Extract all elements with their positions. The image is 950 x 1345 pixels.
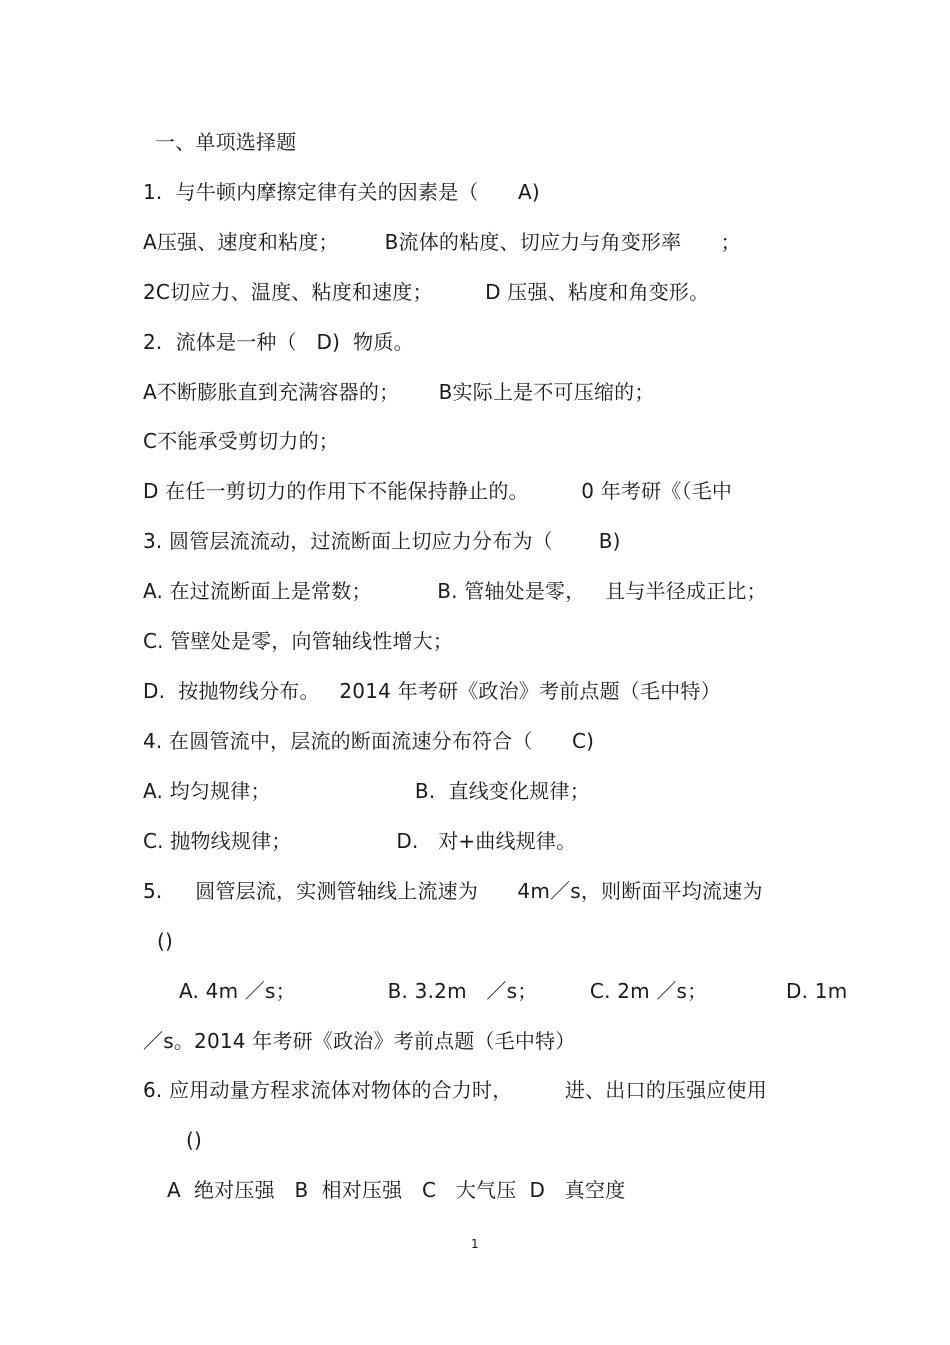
question-3-options-a-b: A. 在过流断面上是常数； B. 管轴处是零， 且与半径成正比； xyxy=(143,579,767,603)
question-6: 6. 应用动量方程求流体对物体的合力时， 进、出口的压强应使用 xyxy=(143,1078,767,1102)
question-4-options-c-d: C. 抛物线规律； D. 对+曲线规律。 xyxy=(143,829,577,853)
question-3-option-c: C. 管壁处是零，向管轴线性增大； xyxy=(143,629,454,653)
question-2-option-d: D 在任一剪切力的作用下不能保持静止的。 0 年考研《（毛中 xyxy=(143,479,733,503)
question-1-options-c-d: 2C切应力、温度、粘度和速度； D 压强、粘度和角变形。 xyxy=(143,280,710,304)
question-2-option-c: C不能承受剪切力的； xyxy=(143,429,339,453)
section-heading: 一、单项选择题 xyxy=(155,130,297,154)
question-2: 2. 流体是一种（ D) 物质。 xyxy=(143,330,414,354)
question-5-blank: () xyxy=(157,929,174,953)
question-4-options-a-b: A. 均匀规律； B. 直线变化规律； xyxy=(143,779,590,803)
question-3: 3. 圆管层流流动，过流断面上切应力分布为（ B) xyxy=(143,529,621,553)
question-6-blank: () xyxy=(186,1128,203,1152)
question-5-options-continued: ／s。2014 年考研《政治》考前点题（毛中特） xyxy=(143,1029,576,1053)
question-1: 1. 与牛顿内摩擦定律有关的因素是（ A) xyxy=(143,180,540,204)
question-3-option-d: D. 按抛物线分布。 2014 年考研《政治》考前点题（毛中特） xyxy=(143,679,721,703)
question-4: 4. 在圆管流中，层流的断面流速分布符合（ C) xyxy=(143,729,595,753)
page-number: 1 xyxy=(471,1237,479,1251)
question-5: 5. 圆管层流，实测管轴线上流速为 4m／s，则断面平均流速为 xyxy=(143,879,763,903)
question-2-options-a-b: A不断膨胀直到充满容器的； B实际上是不可压缩的； xyxy=(143,380,655,404)
question-6-options: A 绝对压强 B 相对压强 C 大气压 D 真空度 xyxy=(167,1178,626,1202)
question-1-options-a-b: A压强、速度和粘度； B流体的粘度、切应力与角变形率 ； xyxy=(143,230,741,254)
question-5-options: A. 4m ／s； B. 3.2m ／s； C. 2m ／s； D. 1m xyxy=(179,979,848,1003)
